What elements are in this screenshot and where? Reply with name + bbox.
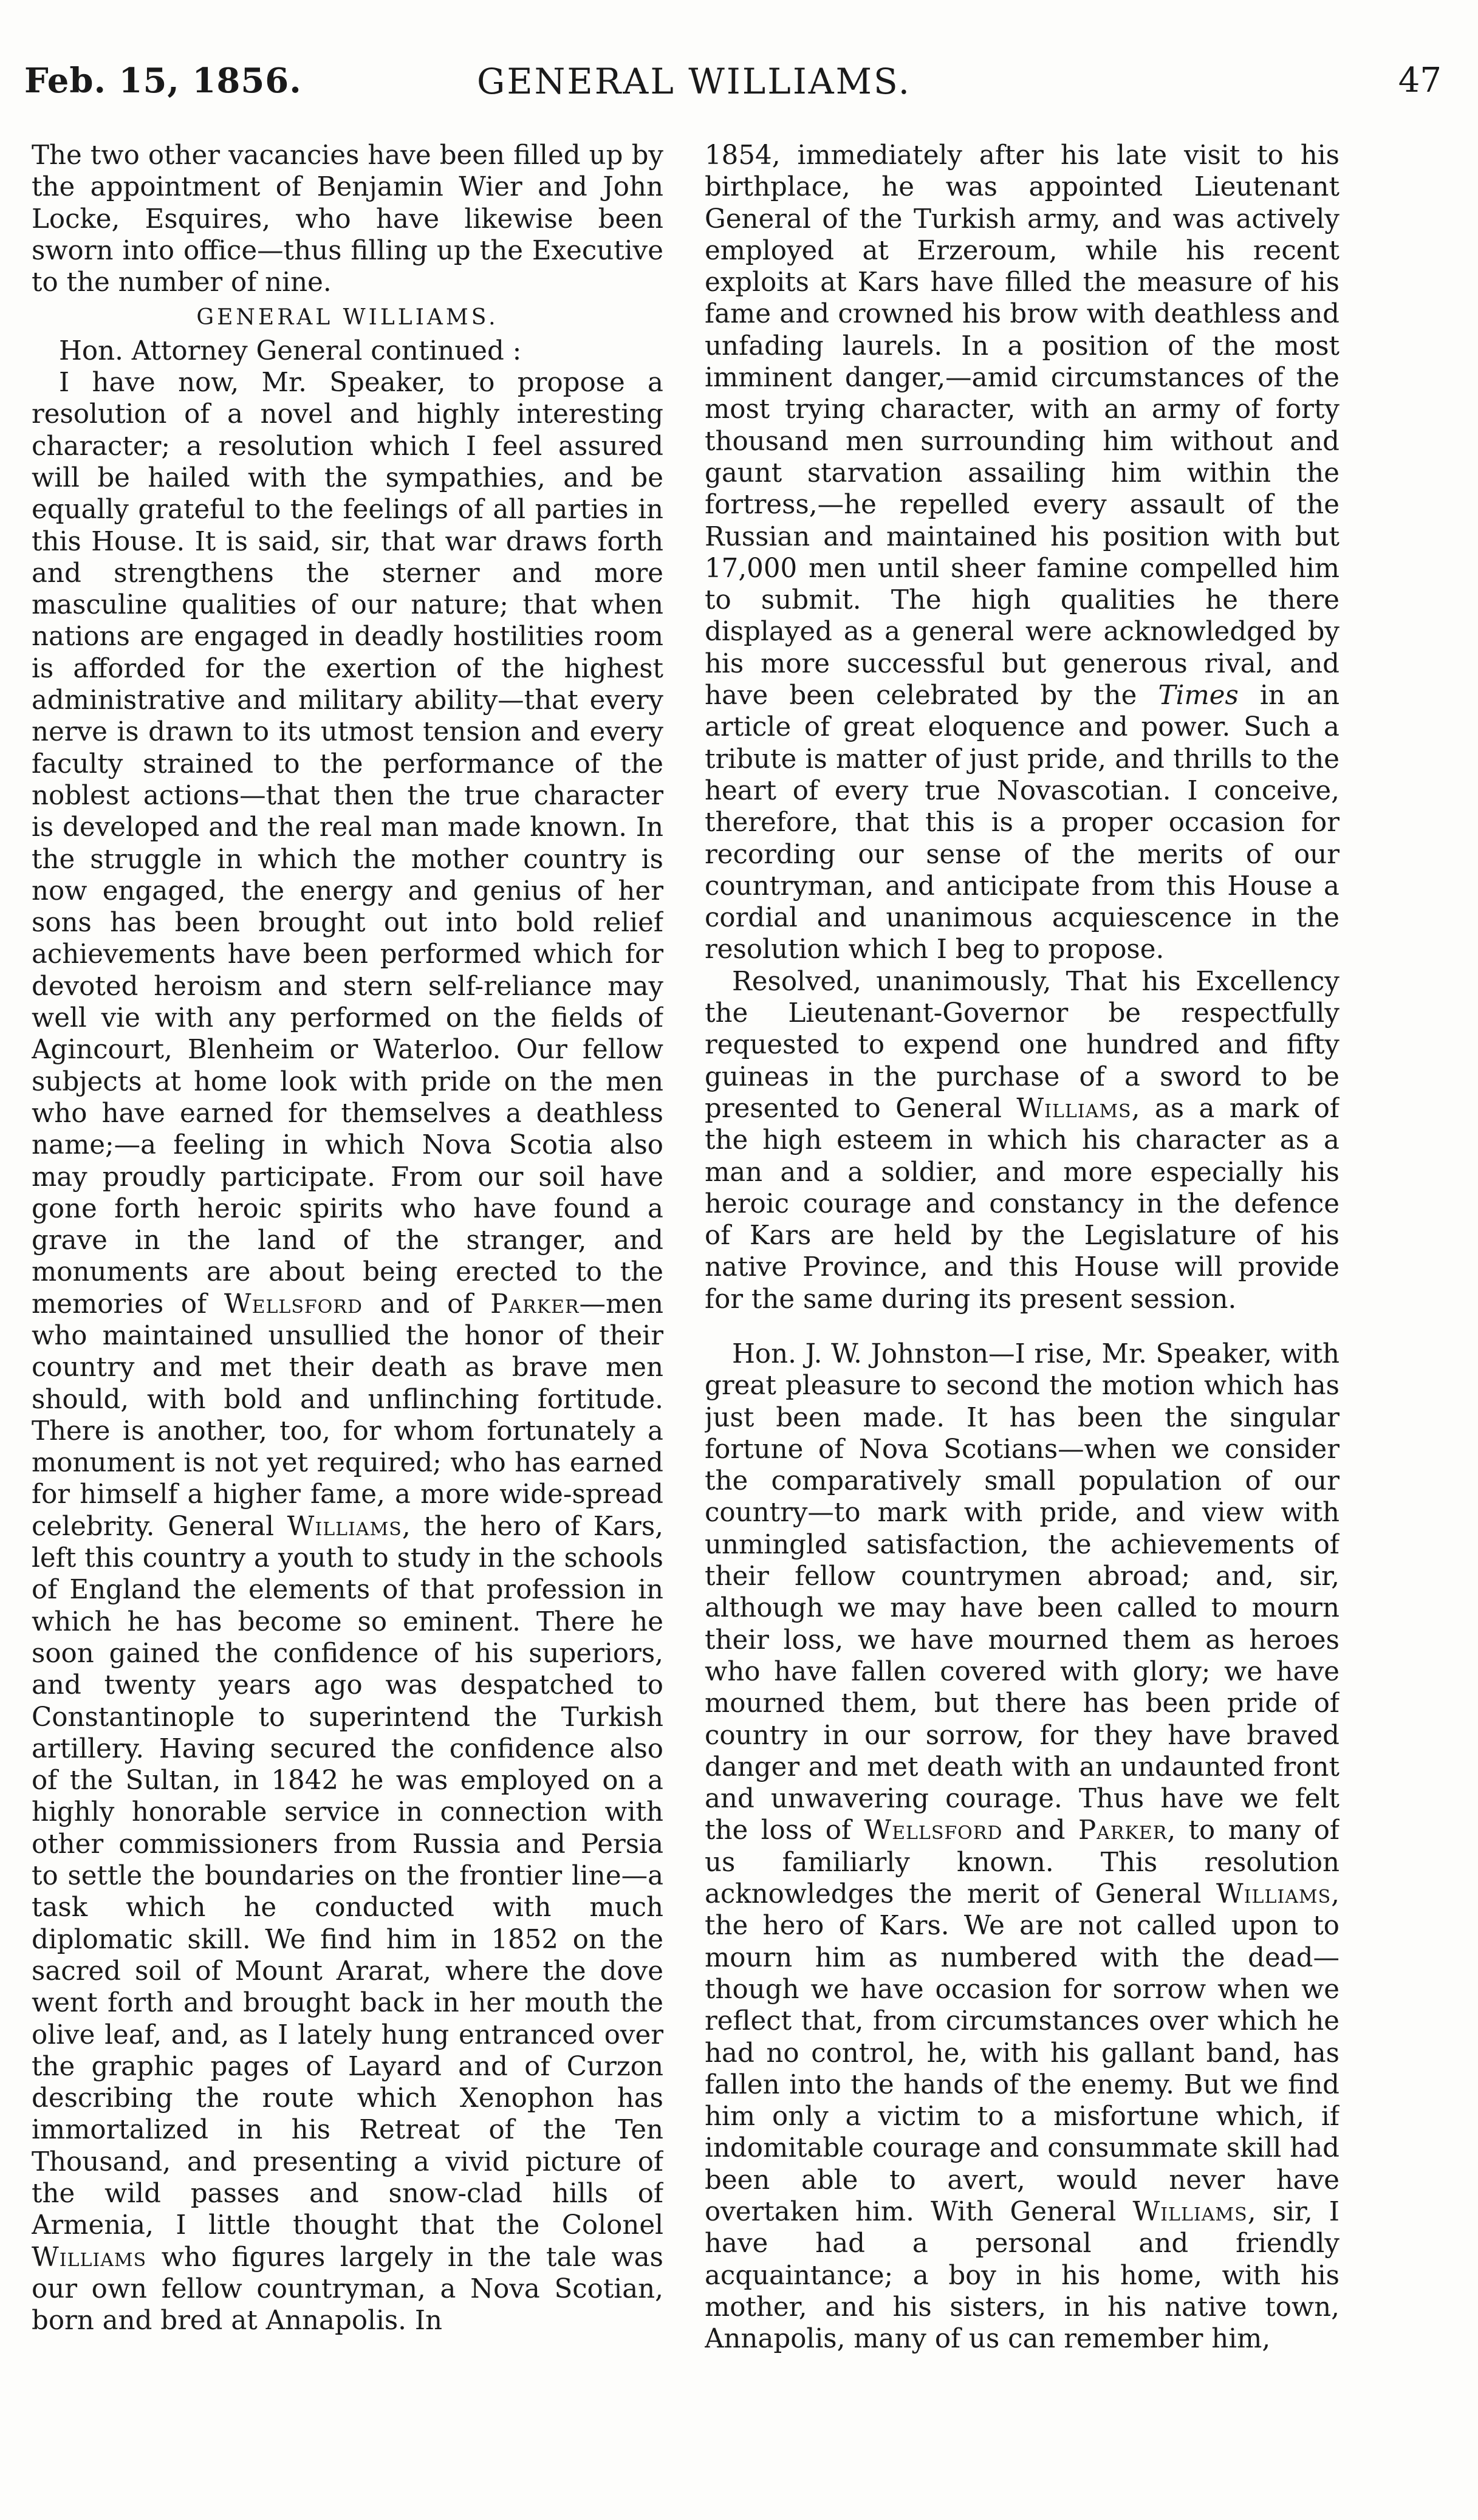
left-column bbox=[32, 140, 663, 2460]
header-title: GENERAL WILLIAMS. bbox=[477, 61, 912, 102]
resolution-text: , as a mark of the high esteem in which his character as a man and a soldier, and more especially his heroic courage and constancy in the defence of Kars are held by the Legislature of his native Province, and this House will provide for the same during its present session. bbox=[705, 1093, 1339, 1315]
speech-text: , sir, I have had a personal and friendly acquaintance; a boy in his home, with his mother, and his sisters, in his native town, Annapolis, many of us can remember him, bbox=[705, 2197, 1339, 2355]
name-williams: Williams bbox=[32, 2242, 147, 2273]
page-header bbox=[24, 61, 1442, 115]
name-parker: Parker bbox=[1078, 1815, 1168, 1846]
times-reference: Times bbox=[1158, 680, 1239, 711]
speech-text: Hon. J. W. Johnston—I rise, Mr. Speaker, with great pleasure to second the motion which has just been made. It has been the singular fortune of Nova Scotians—when we consider the comparatively small population of our country—to mark with pride, and view with unmingled satisfaction, the achievements of their fellow countrymen abroad; and, sir, although we may have been called to mourn their loss, we have mourned them as heroes who have fallen covered with glory; we have mourned them, but there has been pride of country in our sorrow, for they have braved danger and met death with an undaunted front and unwavering courage. Thus have we felt the loss of bbox=[705, 1338, 1339, 1846]
name-williams: Williams bbox=[1016, 1093, 1132, 1124]
speech-text: , the hero of Kars, left this country a youth to study in the schools of England the elements of that profession in which he has become so eminent. There he soon gained the confidence of his superiors, and twenty years ago was despatched to Constantinople to superintend the Turkish artillery. Having secured the confidence also of the Sultan, in 1842 he was employed on a highly honorable service in connection with other commissioners from Russia and Persia to settle the boundaries on the frontier line—a task which he conducted with much diplomatic skill. We find him in 1852 on the sacred soil of Mount Ararat, where the dove went forth and brought back in her mouth the olive leaf, and, as I lately hung entranced over the graphic pages of Layard and of Curzon describing the route which Xenophon has immortalized in his Retreat of the Ten Thousand, and presenting a vivid picture of the wild passes and snow-clad hills of Armenia, I little thought that the Colonel bbox=[32, 1511, 663, 2241]
speech-text: who figures largely in the tale was our own fellow countryman, a Nova Scotian, born and bred at Annapolis. In bbox=[32, 2242, 663, 2337]
name-williams: Williams bbox=[1216, 1879, 1332, 1910]
speech-text: —men who maintained unsullied the honor of their country and met their death as brave men should, with bold and unflinching fortitude. There is another, too, for whom fortunately a monument is not yet required; who has earned for himself a higher fame, a more wide-spread celebrity. General bbox=[32, 1289, 663, 1542]
paragraph-kars-continued bbox=[705, 140, 1339, 966]
paragraph-vacancies: The two other vacancies have been filled up by the appointment of Benjamin Wier and John Locke, Esquires, who have likewise been sworn into office—thus filling up the Executive to the number of nine. bbox=[32, 140, 663, 298]
resolution-text: Resolved, unanimously, That his Excellency the Lieutenant-Governor be respectfully requested to expend one hundred and fifty guineas in the purchase of a sword to be presented to General bbox=[705, 966, 1339, 1124]
paragraph-johnston-speech bbox=[705, 1338, 1339, 2355]
paragraph-resolution bbox=[705, 966, 1339, 1315]
speech-text: , to many of us familiarly known. This resolution acknowledges the merit of General bbox=[705, 1815, 1339, 1910]
name-williams: Williams bbox=[287, 1511, 402, 1542]
speech-text: in an article of great eloquence and power. Such a tribute is matter of just pride, and thrills to the heart of every true Novascotian. I conceive, therefore, that this is a proper occasion for recording our sense of the merits of our countryman, and anticipate from this House a cordial and unanimous acquiescence in the resolution which I beg to propose. bbox=[705, 680, 1339, 965]
right-column bbox=[705, 140, 1339, 2460]
paragraph-attorney-speech bbox=[32, 367, 663, 2337]
speech-text: and of bbox=[362, 1289, 491, 1320]
speech-text: , the hero of Kars. We are not called upon to mourn him as numbered with the dead—though we have occasion for sorrow when we reflect that, from circumstances over which he had no control, he, with his gallant band, has fallen into the hands of the enemy. But we find him only a victim to a misfortune which, if indomitable courage and consummate skill had been able to avert, would never have overtaken him. With General bbox=[705, 1879, 1339, 2227]
name-wellsford: Wellsford bbox=[864, 1815, 1003, 1846]
name-wellsford: Wellsford bbox=[224, 1289, 363, 1320]
name-williams: Williams bbox=[1132, 2197, 1248, 2227]
name-parker: Parker bbox=[490, 1289, 580, 1320]
speech-text: I have now, Mr. Speaker, to propose a resolution of a novel and highly interesting character; a resolution which I feel assured will be hailed with the sympathies, and be equally grateful to the feelings of all parties in this House. It is said, sir, that war draws forth and strengthens the sterner and more masculine qualities of our nature; that when nations are engaged in deadly hostilities room is afforded for the exertion of the highest administrative and military ability—that every nerve is drawn to its utmost tension and every faculty strained to the performance of the noblest actions—that then the true character is developed and the real man made known. In the struggle in which the mother country is now engaged, the energy and genius of her sons has been brought out into bold relief achievements have been performed which for devoted heroism and stern self-reliance may well vie with any performed on the fields of Agincourt, Blenheim or Waterloo. Our fellow subjects at home look with pride on the men who have earned for themselves a deathless name;—a feeling in which Nova Scotia also may proudly participate. From our soil have gone forth heroic spirits who have found a grave in the land of the stranger, and monuments are about being erected to the memories of bbox=[32, 368, 663, 1320]
speech-text: and bbox=[1002, 1815, 1078, 1846]
header-page-number: 47 bbox=[1398, 61, 1442, 100]
header-date: Feb. 15, 1856. bbox=[24, 61, 302, 101]
speech-text: 1854, immediately after his late visit to his birthplace, he was appointed Lieutenant General of the Turkish army, and was actively employed at Erzeroum, while his recent exploits at Kars have filled the measure of his fame and crowned his brow with deathless and unfading laurels. In a position of the most imminent danger,—amid circumstances of the most trying character, with an army of forty thousand men surrounding him without and gaunt starvation assailing him within the fortress,—he repelled every assault of the Russian and maintained his position with but 17,000 men until sheer famine compelled him to submit. The high qualities he there displayed as a general were acknowledged by his more successful but generous rival, and have been celebrated by the bbox=[705, 140, 1339, 711]
paragraph-speaker-intro: Hon. Attorney General continued : bbox=[59, 335, 522, 366]
section-heading: GENERAL WILLIAMS. bbox=[196, 305, 499, 330]
